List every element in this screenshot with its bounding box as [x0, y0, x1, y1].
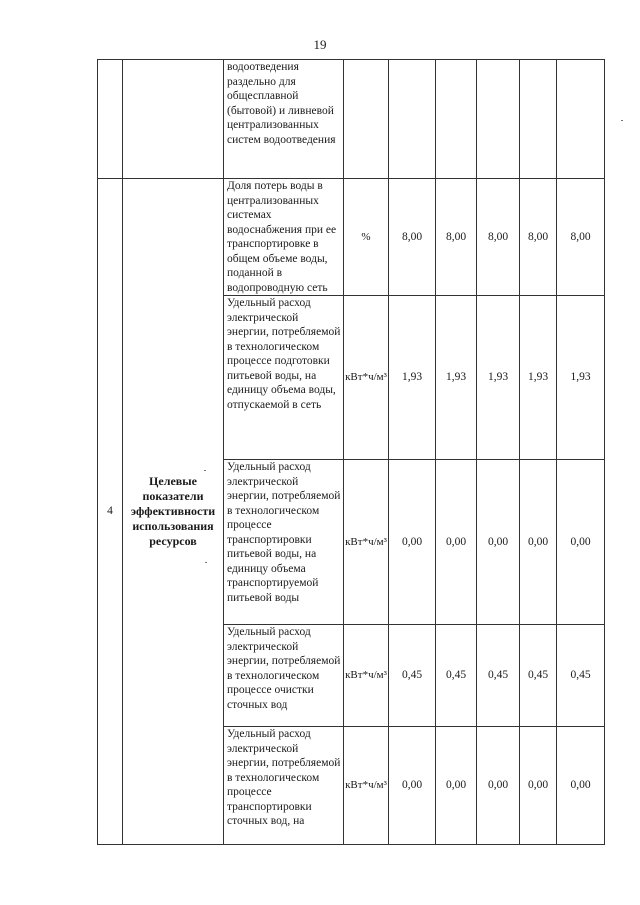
- group-title: Целевые показатели эффективности использования ресурсов: [123, 179, 224, 845]
- value-cell: 0,00: [389, 460, 436, 625]
- value-cell: 0,00: [557, 460, 605, 625]
- value-cell: 0,00: [477, 460, 520, 625]
- value-cell: 1,93: [477, 296, 520, 460]
- value-cell: 0,00: [389, 727, 436, 845]
- value-cell: 8,00: [557, 179, 605, 296]
- page-number: 19: [313, 37, 327, 52]
- indicator-description: Удельный расход электрической энергии, потребляемой в технологическом процессе транспортировки сточных вод, на: [224, 727, 344, 845]
- value-cell: 8,00: [389, 179, 436, 296]
- index-cell-empty: [98, 60, 123, 179]
- continuation-row: [98, 60, 605, 179]
- scan-speck: [621, 120, 623, 121]
- value-cell: 8,00: [436, 179, 477, 296]
- value-cell: 8,00: [477, 179, 520, 296]
- value-cell: 8,00: [520, 179, 557, 296]
- indicator-description: Удельный расход электрической энергии, потребляемой в технологическом процессе подготовки питьевой воды, на единицу объема воды, отпускаемой в сеть: [224, 296, 344, 460]
- value-cell: 1,93: [436, 296, 477, 460]
- unit-cell: кВт*ч/м³: [344, 296, 389, 460]
- value-cell: [557, 60, 605, 179]
- value-cell: 0,45: [436, 625, 477, 727]
- indicator-description: водоотведения раздельно для общесплавной (бытовой) и ливневой централизованных систем водоотведения: [224, 60, 344, 179]
- value-cell: [520, 60, 557, 179]
- value-cell: 0,00: [436, 460, 477, 625]
- indicator-description: Удельный расход электрической энергии, потребляемой в технологическом процессе очистки сточных вод: [224, 625, 344, 727]
- value-cell: 0,00: [520, 460, 557, 625]
- unit-cell: кВт*ч/м³: [344, 625, 389, 727]
- value-cell: 0,00: [520, 727, 557, 845]
- value-cell: 1,93: [389, 296, 436, 460]
- group-cell-empty: [123, 60, 224, 179]
- group-number: 4: [98, 179, 123, 845]
- value-cell: 1,93: [520, 296, 557, 460]
- unit-cell: [344, 60, 389, 179]
- unit-cell: кВт*ч/м³: [344, 460, 389, 625]
- value-cell: 0,00: [436, 727, 477, 845]
- unit-cell: кВт*ч/м³: [344, 727, 389, 845]
- value-cell: 0,45: [389, 625, 436, 727]
- value-cell: 1,93: [557, 296, 605, 460]
- value-cell: 0,00: [557, 727, 605, 845]
- value-cell: 0,00: [477, 727, 520, 845]
- indicators-table: [97, 59, 605, 845]
- scan-speck: [204, 470, 206, 471]
- value-cell: [477, 60, 520, 179]
- value-cell: 0,45: [557, 625, 605, 727]
- scan-speck: [205, 562, 207, 563]
- value-cell: 0,45: [520, 625, 557, 727]
- value-cell: [436, 60, 477, 179]
- value-cell: 0,45: [477, 625, 520, 727]
- unit-cell: %: [344, 179, 389, 296]
- value-cell: [389, 60, 436, 179]
- indicator-description: Удельный расход электрической энергии, потребляемой в технологическом процессе транспортировки питьевой воды, на единицу объема транспортируемой питьевой воды: [224, 460, 344, 625]
- indicator-description: Доля потерь воды в централизованных системах водоснабжения при ее транспортировке в общем объеме воды, поданной в водопроводную сеть: [224, 179, 344, 296]
- table-row: [98, 179, 605, 296]
